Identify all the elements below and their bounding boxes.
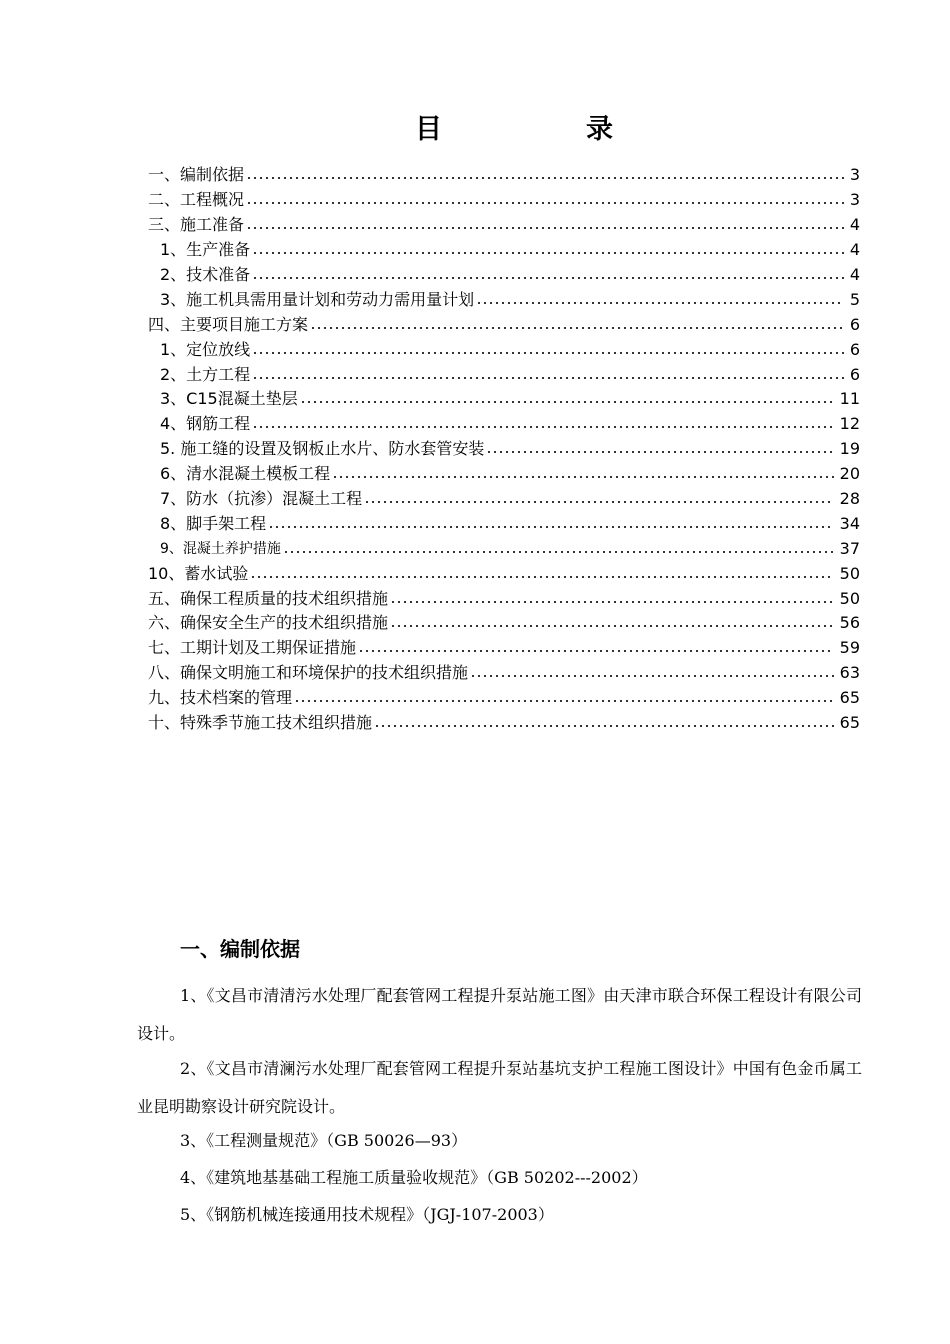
basis-paragraph: 2、《文昌市清澜污水处理厂配套管网工程提升泵站基坑支护工程施工图设计》中国有色金币属工业昆明勘察设计研究院设计。 [137,1059,862,1116]
toc-leader-dots [252,352,844,354]
toc-entry[interactable] [148,536,860,561]
toc-leader-dots [252,277,844,279]
toc-leader-dots [390,625,834,627]
toc-page-number: 59 [839,638,860,658]
toc-page-number: 65 [839,713,860,733]
toc-title-char-1: 目 [415,114,442,145]
toc-page-number: 50 [839,563,860,583]
toc-entry[interactable] [148,586,860,611]
toc-leader-dots [283,551,834,553]
toc-entry[interactable] [148,312,860,337]
toc-leader-dots [252,426,833,428]
toc-entry[interactable] [148,686,860,711]
toc-entry-label: 3、C15混凝土垫层 [160,389,298,409]
toc-leader-dots [300,401,834,403]
toc-entry-label: 六、确保安全生产的技术组织措施 [148,613,389,633]
toc-entry[interactable] [148,561,860,586]
toc-entry-label: 10、蓄水试验 [148,563,249,583]
toc-entry[interactable] [148,387,860,412]
toc-page-number: 34 [839,513,860,533]
toc-page-number: 5 [849,289,860,309]
toc-leader-dots [252,377,844,379]
toc-entry[interactable] [148,511,860,536]
toc-page-number: 12 [839,414,860,434]
toc-entry-label: 2、土方工程 [160,364,251,384]
toc-entry[interactable] [148,611,860,636]
toc-entry[interactable] [148,238,860,263]
toc-entry-label: 6、清水混凝土模板工程 [160,464,331,484]
toc-entry[interactable] [148,163,860,188]
toc-entry[interactable] [148,487,860,512]
basis-paragraph: 1、《文昌市清清污水处理厂配套管网工程提升泵站施工图》由天津市联合环保工程设计有限公司设计。 [137,986,862,1043]
toc-title [0,107,950,147]
toc-page-number: 19 [839,439,860,459]
toc-leader-dots [364,501,833,503]
toc-entry-label: 1、定位放线 [160,339,251,359]
toc-leader-dots [476,302,844,304]
toc-leader-dots [268,526,833,528]
toc-page-number: 65 [839,688,860,708]
toc-entry[interactable] [148,287,860,312]
toc-title-char-2: 录 [586,114,613,145]
toc-page-number: 4 [849,240,860,260]
toc-page-number: 63 [839,663,860,683]
toc-leader-dots [486,451,833,453]
toc-page-number: 37 [839,538,860,558]
toc-entry[interactable] [148,213,860,238]
toc-page-number: 50 [839,588,860,608]
toc-leader-dots [252,252,844,254]
toc-entry[interactable] [148,188,860,213]
toc-entry[interactable] [148,661,860,686]
section-heading: 一、编制依据 [180,937,300,961]
toc-entry[interactable] [148,263,860,288]
toc-page-number: 3 [849,165,860,185]
toc-entry[interactable] [148,437,860,462]
toc-page-number: 11 [839,389,860,409]
toc-entry-label: 2、技术准备 [160,265,251,284]
basis-paragraph: 5、《钢筋机械连接通用技术规程》（JGJ-107-2003） [180,1205,554,1224]
toc-leader-dots [470,675,834,677]
toc-page-number: 6 [849,314,860,334]
toc-leader-dots [246,227,844,229]
toc-entry-label: 四、主要项目施工方案 [148,314,309,334]
toc-entry-label: 二、工程概况 [148,190,245,210]
toc-entry-label: 五、确保工程质量的技术组织措施 [148,588,389,608]
toc-entry[interactable] [148,362,860,387]
toc-entry-label: 3、施工机具需用量计划和劳动力需用量计划 [160,289,475,309]
toc-leader-dots [374,725,834,727]
toc-entry[interactable] [148,711,860,736]
toc-page-number: 20 [839,464,860,484]
toc-entry[interactable] [148,636,860,661]
toc-page-number: 28 [839,489,860,509]
toc-page-number: 6 [849,339,860,359]
toc-leader-dots [390,601,834,603]
toc-entry-label: 1、生产准备 [160,240,251,260]
toc-page-number: 3 [849,190,860,210]
toc-entry-label: 三、施工准备 [148,215,245,235]
toc-entry[interactable] [148,412,860,437]
toc-page-number: 4 [849,265,860,284]
toc-entry-label: 9、混凝土养护措施 [160,540,281,557]
toc-entry-label: 八、确保文明施工和环境保护的技术组织措施 [148,663,469,683]
toc-entry-label: 4、钢筋工程 [160,414,251,434]
toc-page-number: 4 [849,215,860,235]
toc-entry[interactable] [148,337,860,362]
toc-leader-dots [332,476,833,478]
toc-entry-label: 九、技术档案的管理 [148,688,293,708]
toc-entry[interactable] [148,462,860,487]
toc-entry-label: 七、工期计划及工期保证措施 [148,638,357,658]
toc-entry-label: 7、防水（抗渗）混凝土工程 [160,489,363,509]
toc-page-number: 56 [839,613,860,633]
toc-leader-dots [250,576,833,578]
toc-leader-dots [294,700,834,702]
toc-page-number: 6 [849,364,860,384]
toc-leader-dots [310,327,844,329]
toc-leader-dots [246,177,844,179]
toc-leader-dots [358,650,834,652]
toc-entry-label: 5. 施工缝的设置及钢板止水片、防水套管安装 [160,439,485,459]
toc-leader-dots [246,202,844,204]
toc-entry-label: 十、特殊季节施工技术组织措施 [148,713,373,733]
toc-entry-label: 一、编制依据 [148,165,245,185]
basis-paragraph: 4、《建筑地基基础工程施工质量验收规范》（GB 50202---2002） [180,1168,648,1187]
toc-entry-label: 8、脚手架工程 [160,513,267,533]
table-of-contents [148,163,860,735]
basis-paragraph: 3、《工程测量规范》（GB 50026—93） [180,1131,468,1150]
